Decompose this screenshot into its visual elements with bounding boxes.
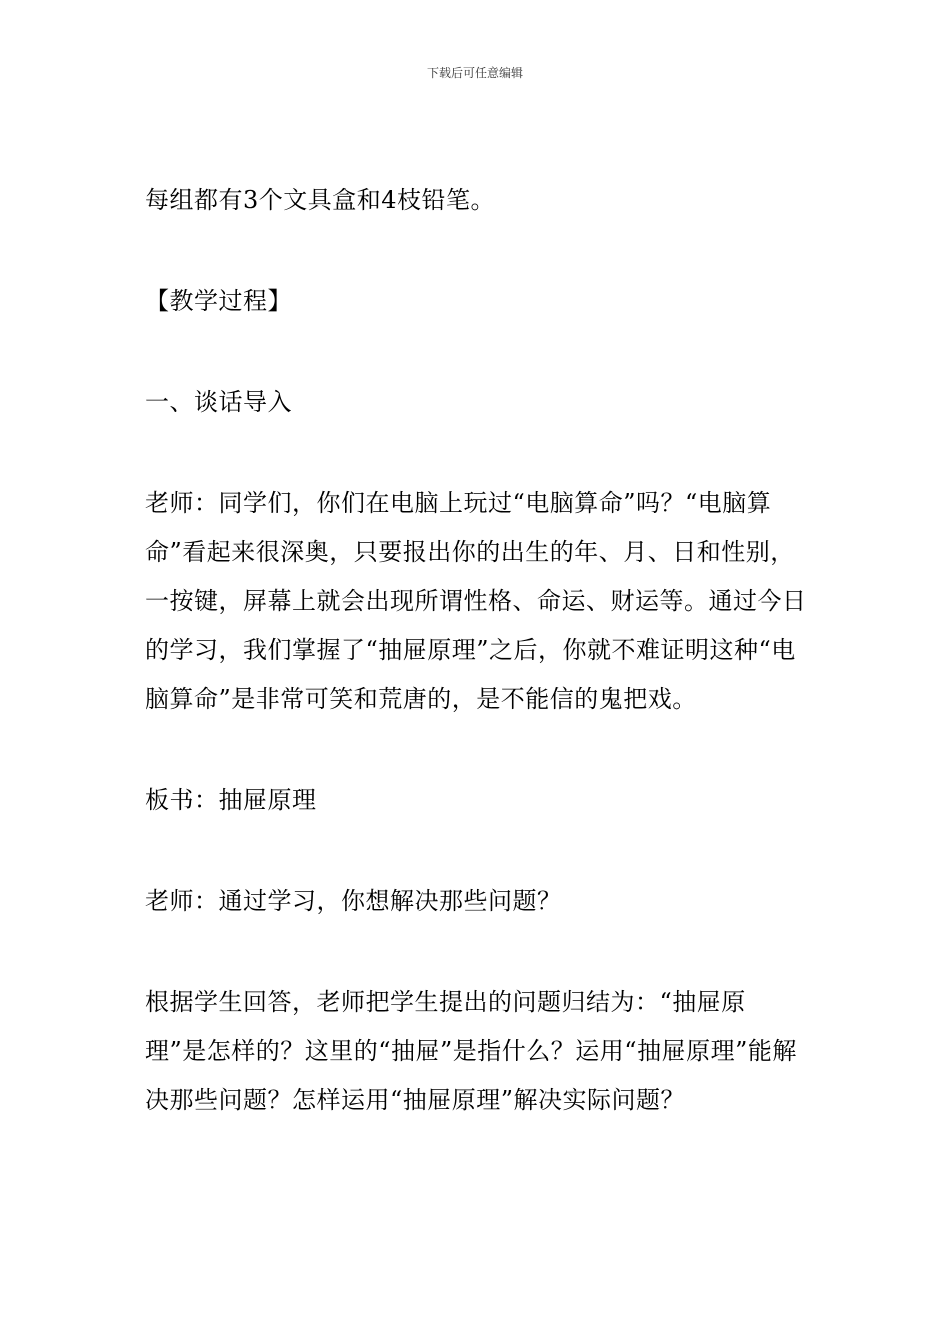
document-body bbox=[145, 176, 807, 1125]
section-heading-teaching-process: 【教学过程】 bbox=[145, 287, 292, 315]
paragraph-blackboard: 板书：抽屉原理 bbox=[145, 786, 317, 814]
page-header: 下载后可任意编辑 bbox=[426, 66, 523, 80]
paragraph-summary-questions: 根据学生回答，老师把学生提出的问题归结为：“抽屉原理”是怎样的？这里的“抽屉”是指什么？运用“抽屉原理”能解决那些问题？怎样运用“抽屉原理”解决实际问题？ bbox=[145, 988, 797, 1114]
subsection-heading-intro: 一、谈话导入 bbox=[145, 388, 292, 416]
paragraph-materials: 每组都有3个文具盒和4枝铅笔。 bbox=[145, 186, 496, 214]
paragraph-teacher-intro: 老师：同学们，你们在电脑上玩过“电脑算命”吗？“电脑算命”看起来很深奥，只要报出你的出生的年、月、日和性别，一按键，屏幕上就会出现所谓性格、命运、财运等。通过今日的学习，我们掌握了“抽屉原理”之后，你就不难证明这种“电脑算命”是非常可笑和荒唐的，是不能信的鬼把戏。 bbox=[145, 489, 807, 713]
paragraph-teacher-question: 老师：通过学习，你想解决那些问题？ bbox=[145, 887, 562, 915]
